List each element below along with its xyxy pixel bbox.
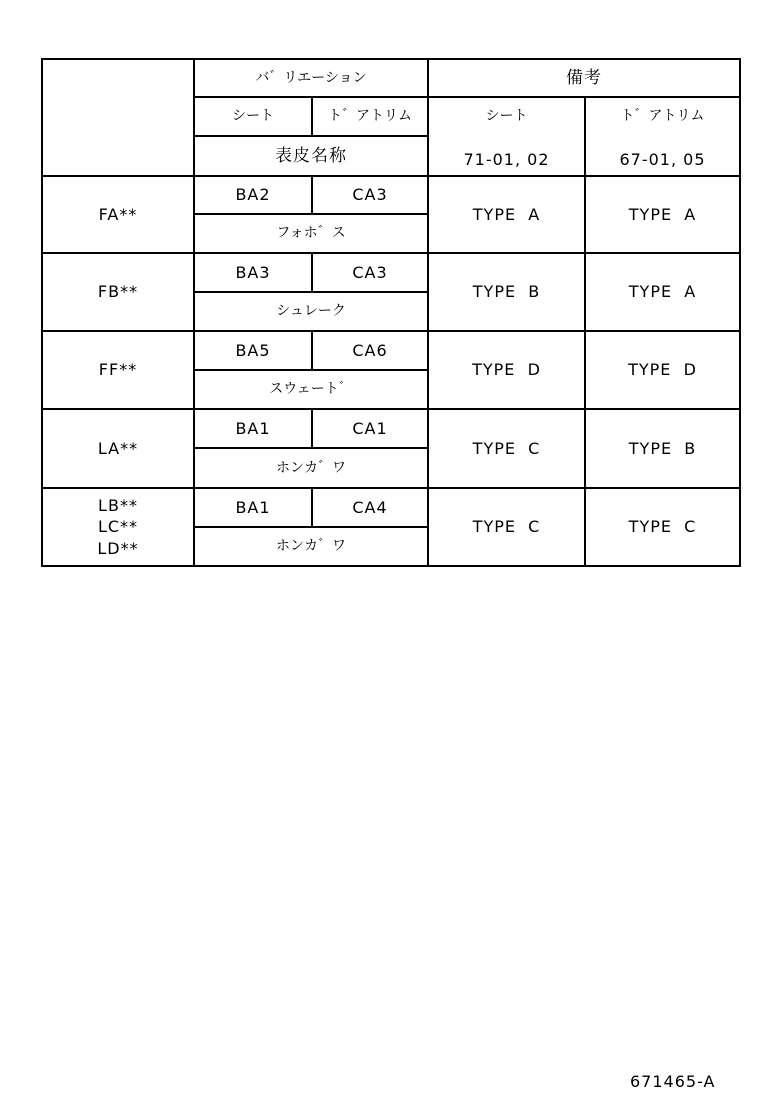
door-code-cell: CA3 [352,262,388,282]
header-seat-code: 71-01, 02 [463,149,550,169]
drawing-number: 671465-A [630,1072,716,1091]
remark-door-cell: TYPE C [628,517,697,537]
material-cell: フォホ゛ス [276,225,346,242]
remark-door-cell: TYPE A [628,282,697,302]
model-cell: FA** [98,204,138,224]
door-code-cell: CA4 [352,497,388,517]
remark-seat-cell: TYPE D [472,360,541,380]
remark-seat-cell: TYPE C [472,438,541,458]
remark-door-cell: TYPE B [628,438,697,458]
model-label: LD** [97,538,139,558]
model-cell: LA** [97,438,139,458]
material-cell: ホンカ゛ワ [276,459,346,476]
remark-seat-cell: TYPE A [472,204,541,224]
seat-code-cell: BA1 [235,497,271,517]
header-seat: シート [232,108,274,125]
remark-door-cell: TYPE D [628,360,697,380]
model-label: LC** [97,517,139,537]
door-code-cell: CA1 [352,418,388,438]
header-door-trim: ト゛アトリム [328,108,412,125]
header-skin-name: 表皮名称 [275,145,347,166]
header-door-trim-code: 67-01, 05 [619,149,706,169]
model-label: LB** [98,495,138,515]
model-cell [43,489,193,565]
material-cell: ホンカ゛ワ [276,538,346,555]
door-code-cell: CA3 [352,185,388,205]
header-variation: バ゛リエーション [255,69,367,86]
header-remarks-door-trim: ト゛アトリム [620,108,705,125]
model-cell: FB** [97,282,139,302]
seat-code-cell: BA5 [235,340,271,360]
header-remarks: 備考 [566,67,602,88]
model-cell: FF** [98,360,138,380]
variation-table [41,58,741,567]
seat-code-cell: BA2 [235,185,271,205]
table-line [41,565,741,567]
material-cell: スウェート゛ [269,381,353,398]
remark-seat-cell: TYPE B [472,282,541,302]
header-remarks-seat: シート [485,108,528,125]
seat-code-cell: BA1 [235,418,271,438]
seat-code-cell: BA3 [235,262,271,282]
remark-door-cell: TYPE A [628,204,697,224]
table-line [739,58,741,567]
remark-seat-cell: TYPE C [472,517,541,537]
material-cell: シュレーク [276,303,346,320]
door-code-cell: CA6 [352,340,388,360]
